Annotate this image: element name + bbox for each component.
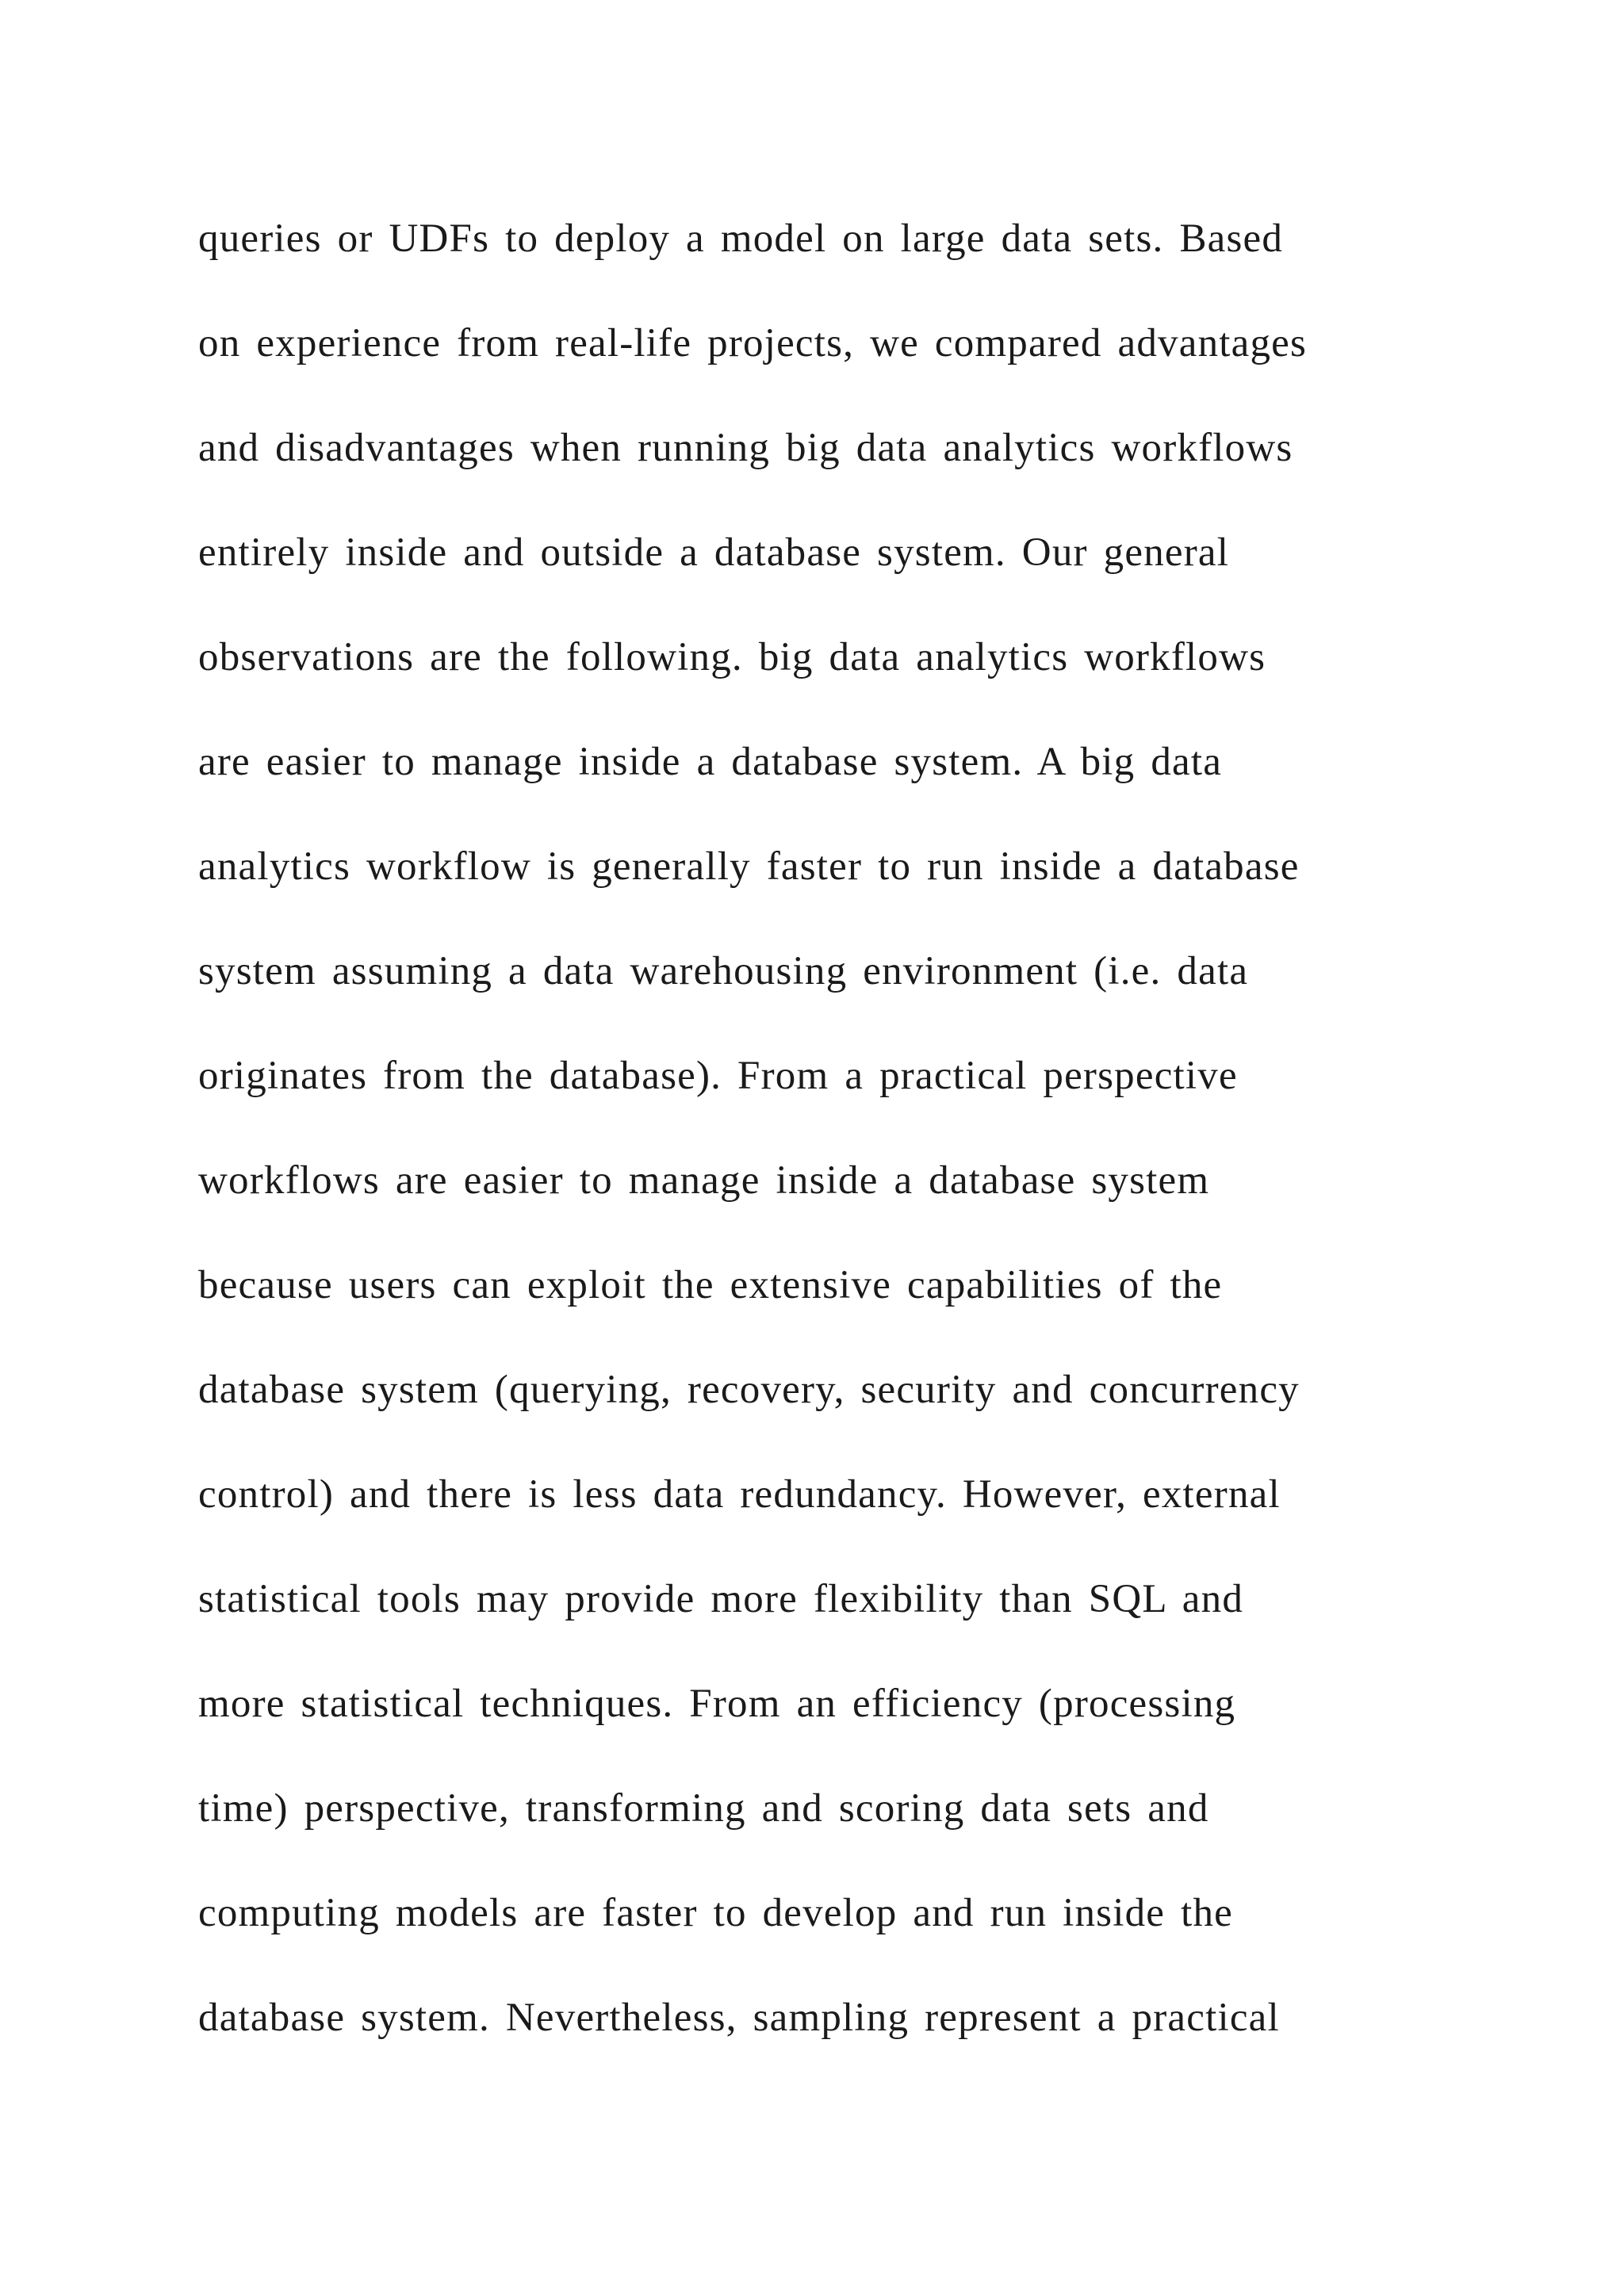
text-line: originates from the database). From a practical perspective xyxy=(198,1054,1238,1098)
body-paragraph xyxy=(198,186,1467,2070)
text-line: time) perspective, transforming and scoring data sets and xyxy=(198,1786,1209,1831)
text-line: more statistical techniques. From an efficiency (processing xyxy=(198,1682,1236,1726)
text-line: control) and there is less data redundancy. However, external xyxy=(198,1472,1281,1517)
text-line: database system. Nevertheless, sampling represent a practical xyxy=(198,1996,1280,2040)
text-line: system assuming a data warehousing environment (i.e. data xyxy=(198,949,1249,993)
text-line: queries or UDFs to deploy a model on large data sets. Based xyxy=(198,216,1284,261)
text-line: and disadvantages when running big data analytics workflows xyxy=(198,426,1293,470)
text-line: database system (querying, recovery, security and concurrency xyxy=(198,1368,1300,1412)
text-line: because users can exploit the extensive capabilities of the xyxy=(198,1263,1223,1307)
text-line: on experience from real-life projects, we compared advantages xyxy=(198,321,1308,365)
text-line: workflows are easier to manage inside a database system xyxy=(198,1158,1210,1203)
text-line: computing models are faster to develop and run inside the xyxy=(198,1891,1233,1935)
text-line: statistical tools may provide more flexibility than SQL and xyxy=(198,1577,1244,1621)
text-line: analytics workflow is generally faster to run inside a database xyxy=(198,844,1300,889)
text-line: are easier to manage inside a database system. A big data xyxy=(198,740,1223,784)
text-line: entirely inside and outside a database system. Our general xyxy=(198,530,1230,575)
text-line: observations are the following. big data analytics workflows xyxy=(198,635,1266,679)
